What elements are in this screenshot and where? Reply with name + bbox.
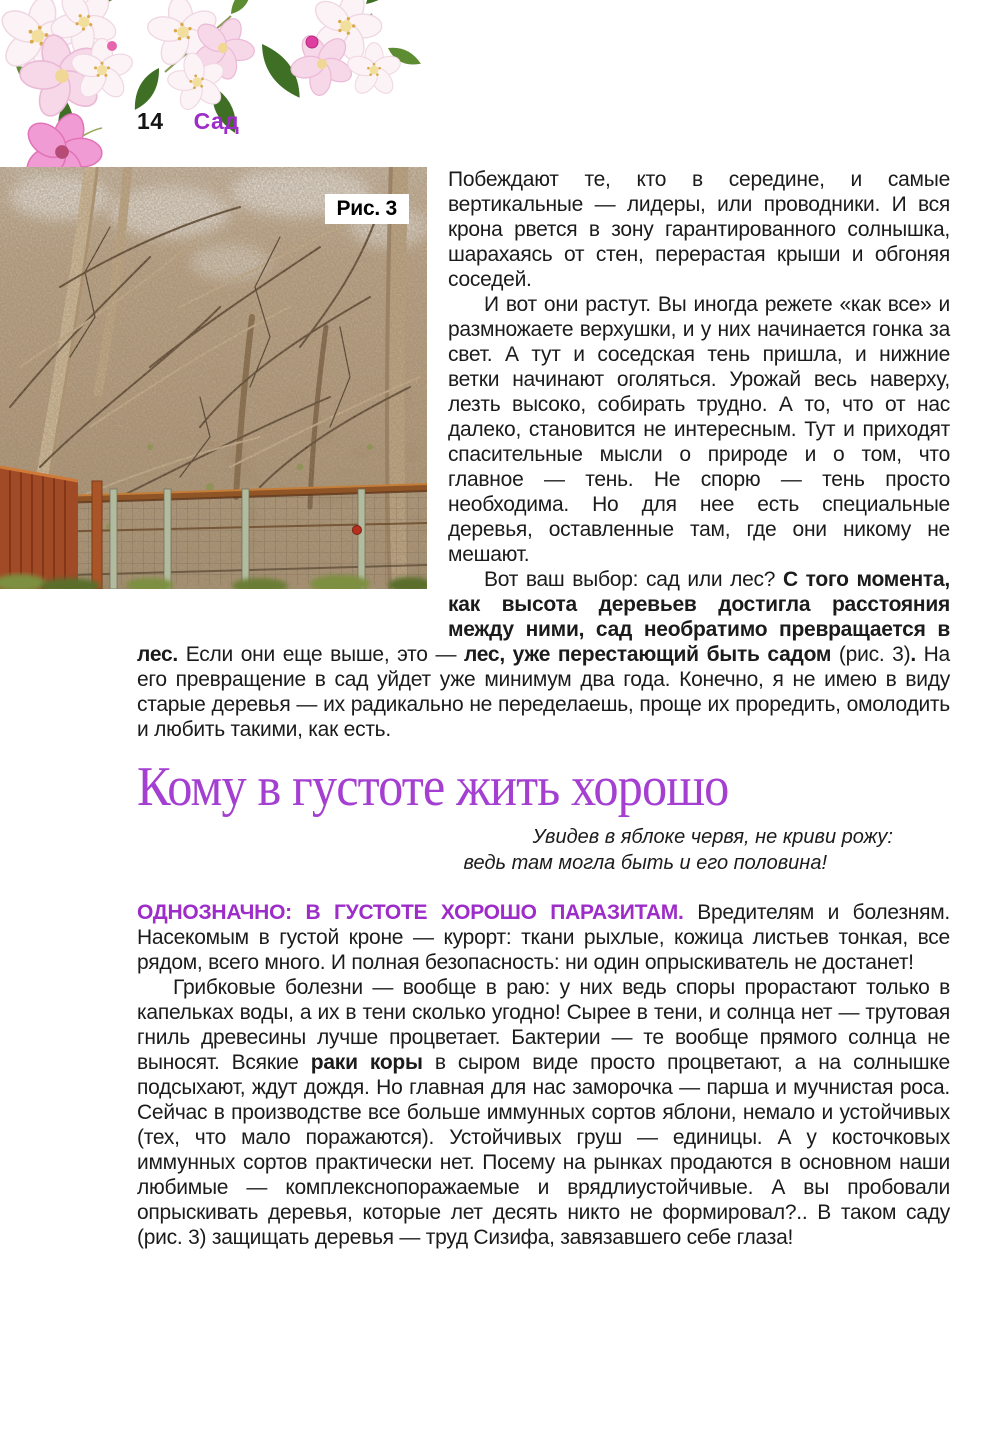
figure-caption-badge: Рис. 3	[325, 194, 409, 224]
section-label: Сад	[193, 108, 240, 134]
section-p2-run3: в сыром виде просто процветают, а на солнышке подсыхают, ждут дождя. Но главная для нас заморочка — парша и мучнистая роса. Сейчас в производстве все больше иммунных сортов яблони, немало и устойчивых (тех, что мало поражаются). Устойчивых груш — единицы. А у косточковых иммунных сортов практически нет. Посему на рынках продаются в основном наши любимые — комплекснопоражаемые и врядлиустойчивые. А вы пробовали опрыскивать деревья, которые лет десять никто не формировал?.. В таком саду (рис. 3) защищать деревья — труд Сизифа, завязавшего себе глаза!	[137, 1051, 950, 1249]
running-head	[137, 108, 239, 135]
intro-p3-run1: Вот ваш выбор: сад или лес?	[484, 568, 783, 591]
section-p2-run1: Грибковые болезни — вообще в раю: у них ведь споры прорастают только в капельках воды, а их в тени сколько угодно! Сырее в тени, и солнца нет — трутовая гниль древесины лучше процветает. Бактерии — те вообще прямого солнца не выносят. Всякие	[137, 976, 950, 1074]
section-p1-lead-purple: ОДНОЗНАЧНО: В ГУСТОТЕ ХОРОШО ПАРАЗИТАМ.	[137, 901, 684, 924]
section-heading: Кому в густоте жить хорошо	[137, 756, 729, 818]
blossom-cluster-right	[277, 0, 423, 108]
section-p1-rest: Вредителям и болезням. Насекомым в густой кроне — курорт: ткани рыхлые, кожица листьев тонкая, все рядом, всего много. И полная безопасность: ни один опрыскиватель не достанет!	[137, 901, 951, 974]
overgrown-orchard-photo	[0, 167, 427, 589]
intro-p3-run2-bold: С того момента, как высота деревьев достигла расстояния между ними, сад необратимо превращается в лес.	[137, 568, 950, 666]
article-body	[137, 167, 950, 1250]
red-apple-dot	[353, 526, 362, 535]
intro-paragraph-3	[137, 567, 950, 742]
section-paragraph-2	[137, 975, 950, 1250]
intro-p3-run7: На его превращение в сад уйдет уже минимум два года. Конечно, я не имею в виду старые деревья — их радикально не переделаешь, проще их проредить, омолодить и любить такими, как есть.	[137, 643, 950, 741]
epigraph	[137, 824, 893, 876]
intro-p3-run6-bold: .	[910, 643, 916, 666]
epigraph-line-1: Увидев в яблоке червя, не криви рожу:	[532, 826, 893, 848]
intro-p3-run3: Если они еще выше, это —	[177, 643, 464, 666]
intro-p3-run4-bold: лес, уже перестающий быть садом	[463, 643, 832, 666]
intro-paragraph-1-text: Побеждают те, кто в середине, и самые вертикальные — лидеры, или проводники. И вся крона рвется в зону гарантированного солнышка, шарахаясь от стен, перерастая крыши и обгоняя соседей.	[448, 168, 950, 291]
section-p2-run2-bold: раки коры	[310, 1051, 423, 1074]
epigraph-line-2: ведь там могла быть и его половина!	[463, 852, 827, 874]
section-paragraph-1	[137, 900, 950, 975]
intro-paragraph-2-text: И вот они растут. Вы иногда режете «как все» и размножаете верхушки, и у них начинается гонка за свет. А тут и соседская тень пришла, и нижние ветки начинают оголяться. Урожай весь наверху, лезть высоко, собирать трудно. А то, что от нас далеко, становится не интересным. Тут и приходят спасительные мысли о природе и о том, что главное — тень. Не спорю — тень просто необходима. Но для нее есть специальные деревья, оставленные там, где они никому не мешают.	[448, 293, 950, 566]
page-number: 14	[137, 108, 164, 134]
intro-p3-run5: (рис. 3)	[831, 643, 911, 666]
figure-photo	[0, 167, 427, 589]
apple-blossom-decoration	[0, 0, 430, 180]
